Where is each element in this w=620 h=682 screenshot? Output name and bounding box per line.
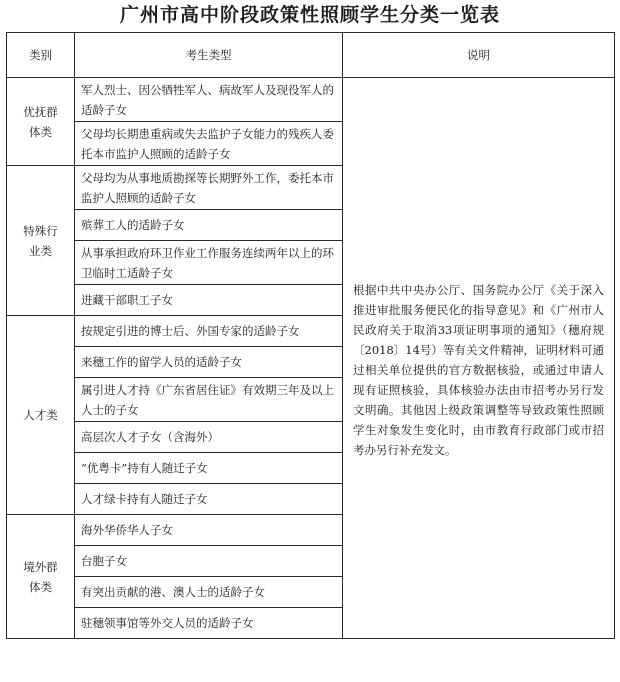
type-cell: 有突出贡献的港、澳人士的适龄子女	[75, 577, 343, 608]
header-type: 考生类型	[75, 33, 343, 78]
type-cell: 属引进人才持《广东省居住证》有效期三年及以上人士的子女	[75, 378, 343, 422]
category-cell: 优抚群体类	[7, 78, 75, 166]
category-cell: 境外群体类	[7, 515, 75, 639]
classification-table	[6, 32, 615, 639]
type-cell: 殡葬工人的适龄子女	[75, 210, 343, 241]
type-cell: 海外华侨华人子女	[75, 515, 343, 546]
table-row	[7, 78, 615, 122]
type-cell: 父母均长期患重病或失去监护子女能力的残疾人委托本市监护人照顾的适龄子女	[75, 122, 343, 166]
page-title: 广州市高中阶段政策性照顾学生分类一览表	[119, 4, 500, 26]
type-cell: 驻穗领事馆等外交人员的适龄子女	[75, 608, 343, 639]
type-cell: 来穗工作的留学人员的适龄子女	[75, 347, 343, 378]
header-category: 类别	[7, 33, 75, 78]
type-cell: “优粤卡”持有人随迁子女	[75, 453, 343, 484]
type-cell: 按规定引进的博士后、外国专家的适龄子女	[75, 316, 343, 347]
type-cell: 高层次人才子女（含海外）	[75, 422, 343, 453]
category-cell: 特殊行业类	[7, 166, 75, 316]
type-cell: 进藏干部职工子女	[75, 285, 343, 316]
type-cell: 父母均为从事地质勘探等长期野外工作，委托本市监护人照顾的适龄子女	[75, 166, 343, 210]
category-cell: 人才类	[7, 316, 75, 515]
table-header-row	[7, 33, 615, 78]
note-cell: 根据中共中央办公厅、国务院办公厅《关于深入推进审批服务便民化的指导意见》和《广州市人民政府关于取消33项证明事项的通知》（穗府规〔2018〕14号）等有关文件精神，证明材料可通过相关单位提供的官方数据核验，或通过申请人现有证照核验，具体核验办法由市招考办另行发文明确。其他因上级政策调整等导致政策性照顾学生对象发生变化时，由市教育行政部门或市招考办另行补充发文。	[343, 78, 615, 639]
type-cell: 从事承担政府环卫作业工作服务连续两年以上的环卫临时工适龄子女	[75, 241, 343, 285]
type-cell: 军人烈士、因公牺牲军人、病故军人及现役军人的适龄子女	[75, 78, 343, 122]
type-cell: 台胞子女	[75, 546, 343, 577]
type-cell: 人才绿卡持有人随迁子女	[75, 484, 343, 515]
header-note: 说明	[343, 33, 615, 78]
